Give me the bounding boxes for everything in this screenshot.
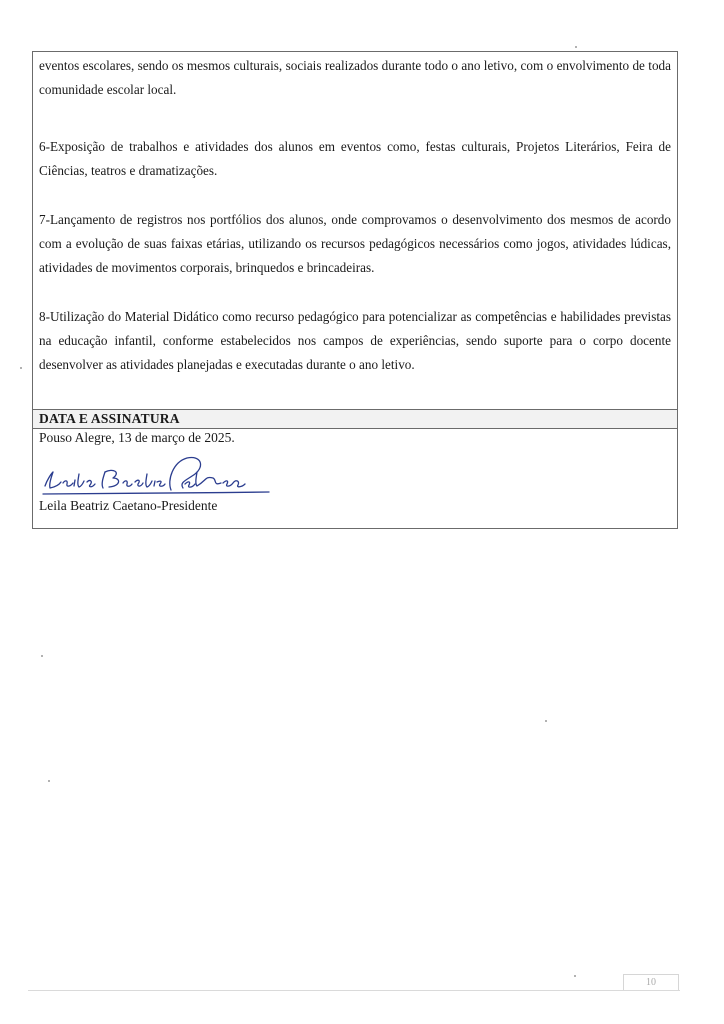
signer-name: Leila Beatriz Caetano-Presidente: [39, 498, 218, 513]
page-number: 10: [623, 974, 679, 990]
document-table: [32, 51, 678, 529]
place-date: Pouso Alegre, 13 de março de 2025.: [39, 430, 235, 445]
scan-speck: [48, 780, 50, 782]
paragraph-events: eventos escolares, sendo os mesmos culturais, sociais realizados durante todo o ano letivo, com o envolvimento de toda comunidade escolar local.: [39, 58, 671, 97]
section-header-title: DATA E ASSINATURA: [39, 411, 180, 426]
scan-speck: [575, 46, 577, 48]
scan-speck: [20, 367, 22, 369]
scan-speck: [41, 655, 43, 657]
signature-section-header: [33, 409, 677, 429]
activities-cell: [33, 52, 677, 409]
handwritten-signature: [37, 450, 277, 502]
paragraph-item-7: 7-Lançamento de registros nos portfólios dos alunos, onde comprovamos o desenvolvimento dos mesmos de acordo com a evolução de suas faixas etárias, utilizando os recursos pedagógicos necessários como jogos, atividades lúdicas, atividades de movimentos corporais, brinquedos e brincadeiras.: [39, 212, 671, 275]
paragraph-item-6: 6-Exposição de trabalhos e atividades dos alunos em eventos como, festas culturais, Projetos Literários, Feira de Ciências, teatros e dramatizações.: [39, 139, 671, 178]
footer-divider: [28, 990, 680, 991]
paragraph-item-8: 8-Utilização do Material Didático como recurso pedagógico para potencializar as competências e habilidades previstas na educação infantil, conforme estabelecidos nos campos de experiências, sendo suporte para o corpo docente desenvolver as atividades planejadas e executadas durante o ano letivo.: [39, 309, 671, 372]
scan-speck: [545, 720, 547, 722]
scan-speck: [574, 975, 576, 977]
